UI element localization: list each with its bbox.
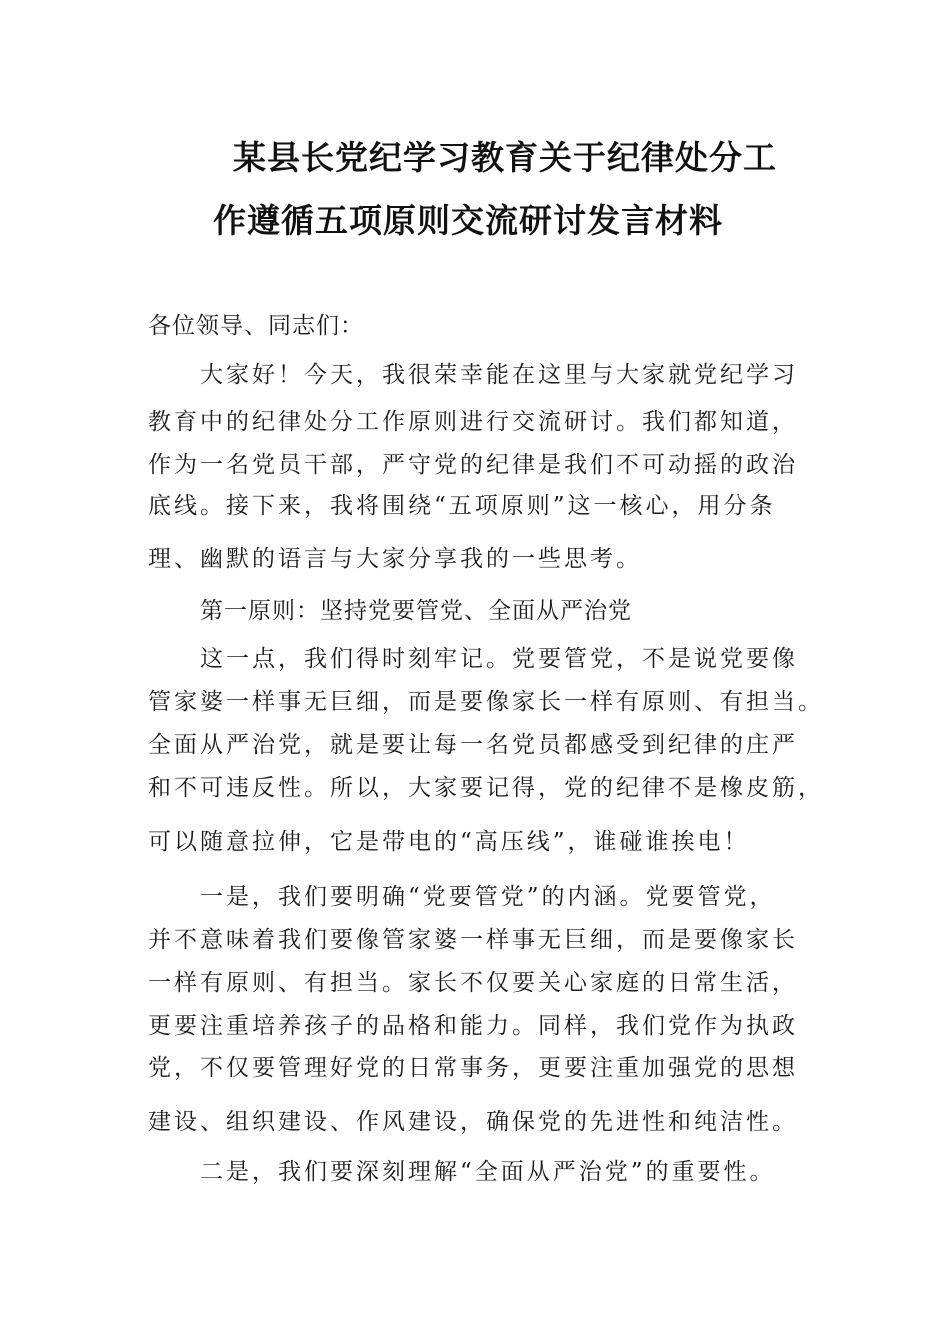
paragraph-3-line: 更要注重培养孩子的品格和能力。同样，我们党作为执政: [148, 1013, 798, 1039]
paragraph-1-line: 教育中的纪律处分工作原则进行交流研讨。我们都知道，: [148, 409, 798, 435]
salutation: 各位领导、同志们：: [148, 313, 364, 339]
paragraph-1-line: 大家好！今天，我很荣幸能在这里与大家就党纪学习: [200, 362, 798, 388]
document-title-line-1: 某县长党纪学习教育关于纪律处分工: [233, 138, 777, 177]
paragraph-2-line: 这一点，我们得时刻牢记。党要管党，不是说党要像: [200, 646, 798, 672]
paragraph-3-line: 建设、组织建设、作风建设，确保党的先进性和纯洁性。: [148, 1109, 798, 1135]
paragraph-2-line: 可以随意拉伸，它是带电的“高压线”，谁碰谁挨电！: [148, 829, 750, 855]
paragraph-2-line: 全面从严治党，就是要让每一名党员都感受到纪律的庄严: [148, 732, 798, 758]
paragraph-2-line: 和不可违反性。所以，大家要记得，党的纪律不是橡皮筋，: [148, 775, 824, 801]
paragraph-3-line: 一样有原则、有担当。家长不仅要关心家庭的日常生活，: [148, 970, 798, 996]
paragraph-3-line: 党，不仅要管理好党的日常事务，更要注重加强党的思想: [148, 1055, 798, 1081]
paragraph-1-line: 理、幽默的语言与大家分享我的一些思考。: [148, 546, 642, 572]
paragraph-4-line: 二是，我们要深刻理解“全面从严治党”的重要性。: [200, 1159, 776, 1185]
paragraph-3-line: 一是，我们要明确“党要管党”的内涵。党要管党，: [200, 884, 776, 910]
paragraph-2-line: 管家婆一样事无巨细，而是要像家长一样有原则、有担当。: [148, 689, 824, 715]
paragraph-1-line: 底线。接下来，我将围绕“五项原则”这一核心，用分条: [148, 493, 776, 519]
document-title-line-2: 作遵循五项原则交流研讨发言材料: [213, 201, 723, 240]
paragraph-3-line: 并不意味着我们要像管家婆一样事无巨细，而是要像家长: [148, 927, 798, 953]
section-heading: 第一原则：坚持党要管党、全面从严治党: [200, 598, 632, 624]
paragraph-1-line: 作为一名党员干部，严守党的纪律是我们不可动摇的政治: [148, 452, 798, 478]
